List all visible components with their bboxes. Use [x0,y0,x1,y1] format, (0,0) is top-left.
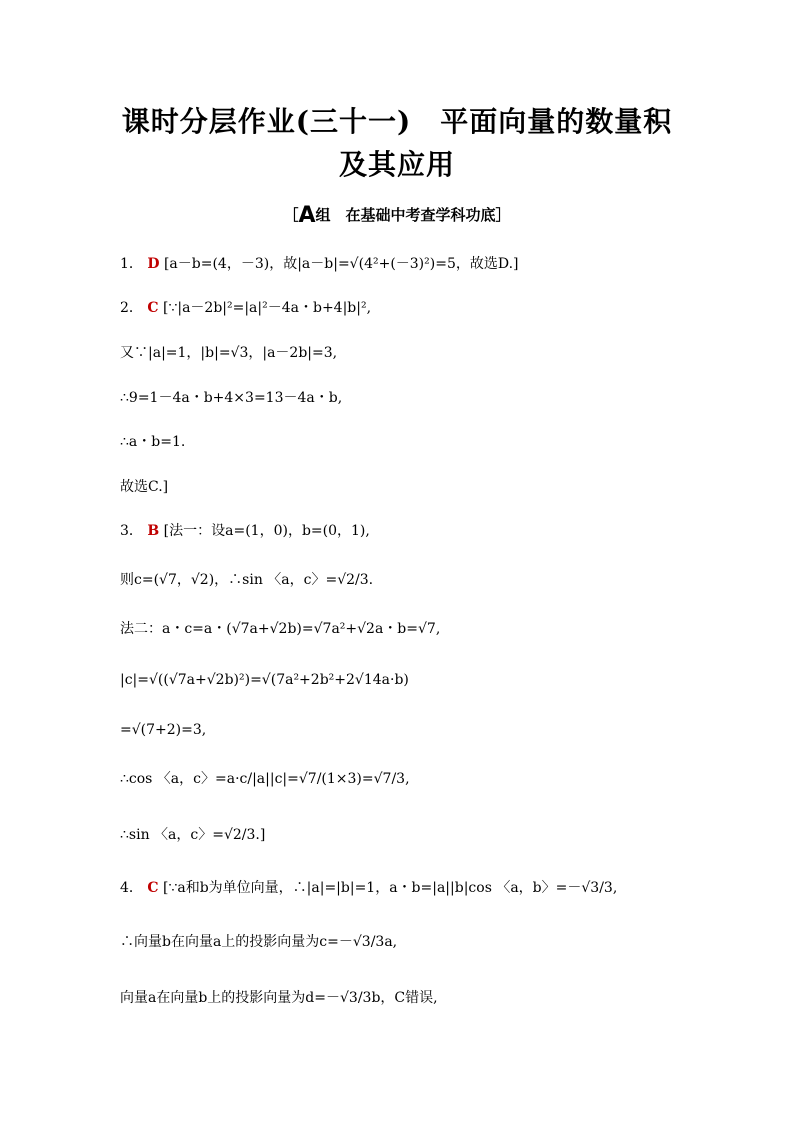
section-heading-text: 组 在基础中考查学科功底］ [315,206,511,224]
problem-number: 1． [120,256,143,272]
solution-text: [a－b=(4，－3)，故|a－b|=√(4²+(－3)²)=5，故选D.] [163,256,519,272]
problem-1-line [120,254,519,274]
solution-text: [∵a和b为单位向量，∴|a|=|b|=1，a・b=|a||b|cos 〈a，b〉=－√3/3, [162,880,618,896]
problem-number: 4． [120,880,143,896]
solution-line: ∴向量b在向量a上的投影向量为c=－√3/3a, [120,934,398,950]
problem-number: 2． [120,300,143,316]
solution-line: ∴9=1－4a・b+4×3=13－4a・b, [120,390,343,406]
section-open-bracket: ［ [283,206,299,224]
problem-3-line [120,521,370,541]
answer-letter: D [147,256,160,272]
problem-2-line [120,298,371,318]
solution-line: 故选C.] [120,479,169,495]
solution-line: ∴a・b=1. [120,434,186,450]
solution-text: [法一：设a=(1，0)，b=(0，1), [163,523,370,539]
solution-line: ∴sin 〈a，c〉=√2/3.] [120,827,266,843]
answer-letter: B [147,523,160,539]
solution-line: 则c=(√7，√2)，∴sin 〈a，c〉=√2/3. [120,572,374,588]
page-title-line1: 课时分层作业(三十一) 平面向量的数量积 [121,105,673,138]
solution-line: 向量a在向量b上的投影向量为d=－√3/3b，C错误, [120,990,438,1006]
solution-line: =√(7+2)=3, [120,722,207,738]
answer-letter: C [147,880,159,896]
solution-text: [∵|a－2b|²=|a|²－4a・b+4|b|², [162,300,372,316]
page-title-line2: 及其应用 [338,148,455,181]
section-heading [0,203,794,228]
solution-line: 法二：a・c=a・(√7a+√2b)=√7a²+√2a・b=√7, [120,621,441,637]
answer-letter: C [147,300,159,316]
solution-line: ∴cos 〈a，c〉=a·c/|a||c|=√7/(1×3)=√7/3, [120,771,410,787]
problem-number: 3． [120,523,143,539]
problem-4-line [120,878,617,898]
section-letter: A [298,203,316,228]
solution-line: |c|=√((√7a+√2b)²)=√(7a²+2b²+2√14a·b) [120,672,409,688]
solution-line: 又∵|a|=1，|b|=√3，|a－2b|=3, [120,345,338,361]
